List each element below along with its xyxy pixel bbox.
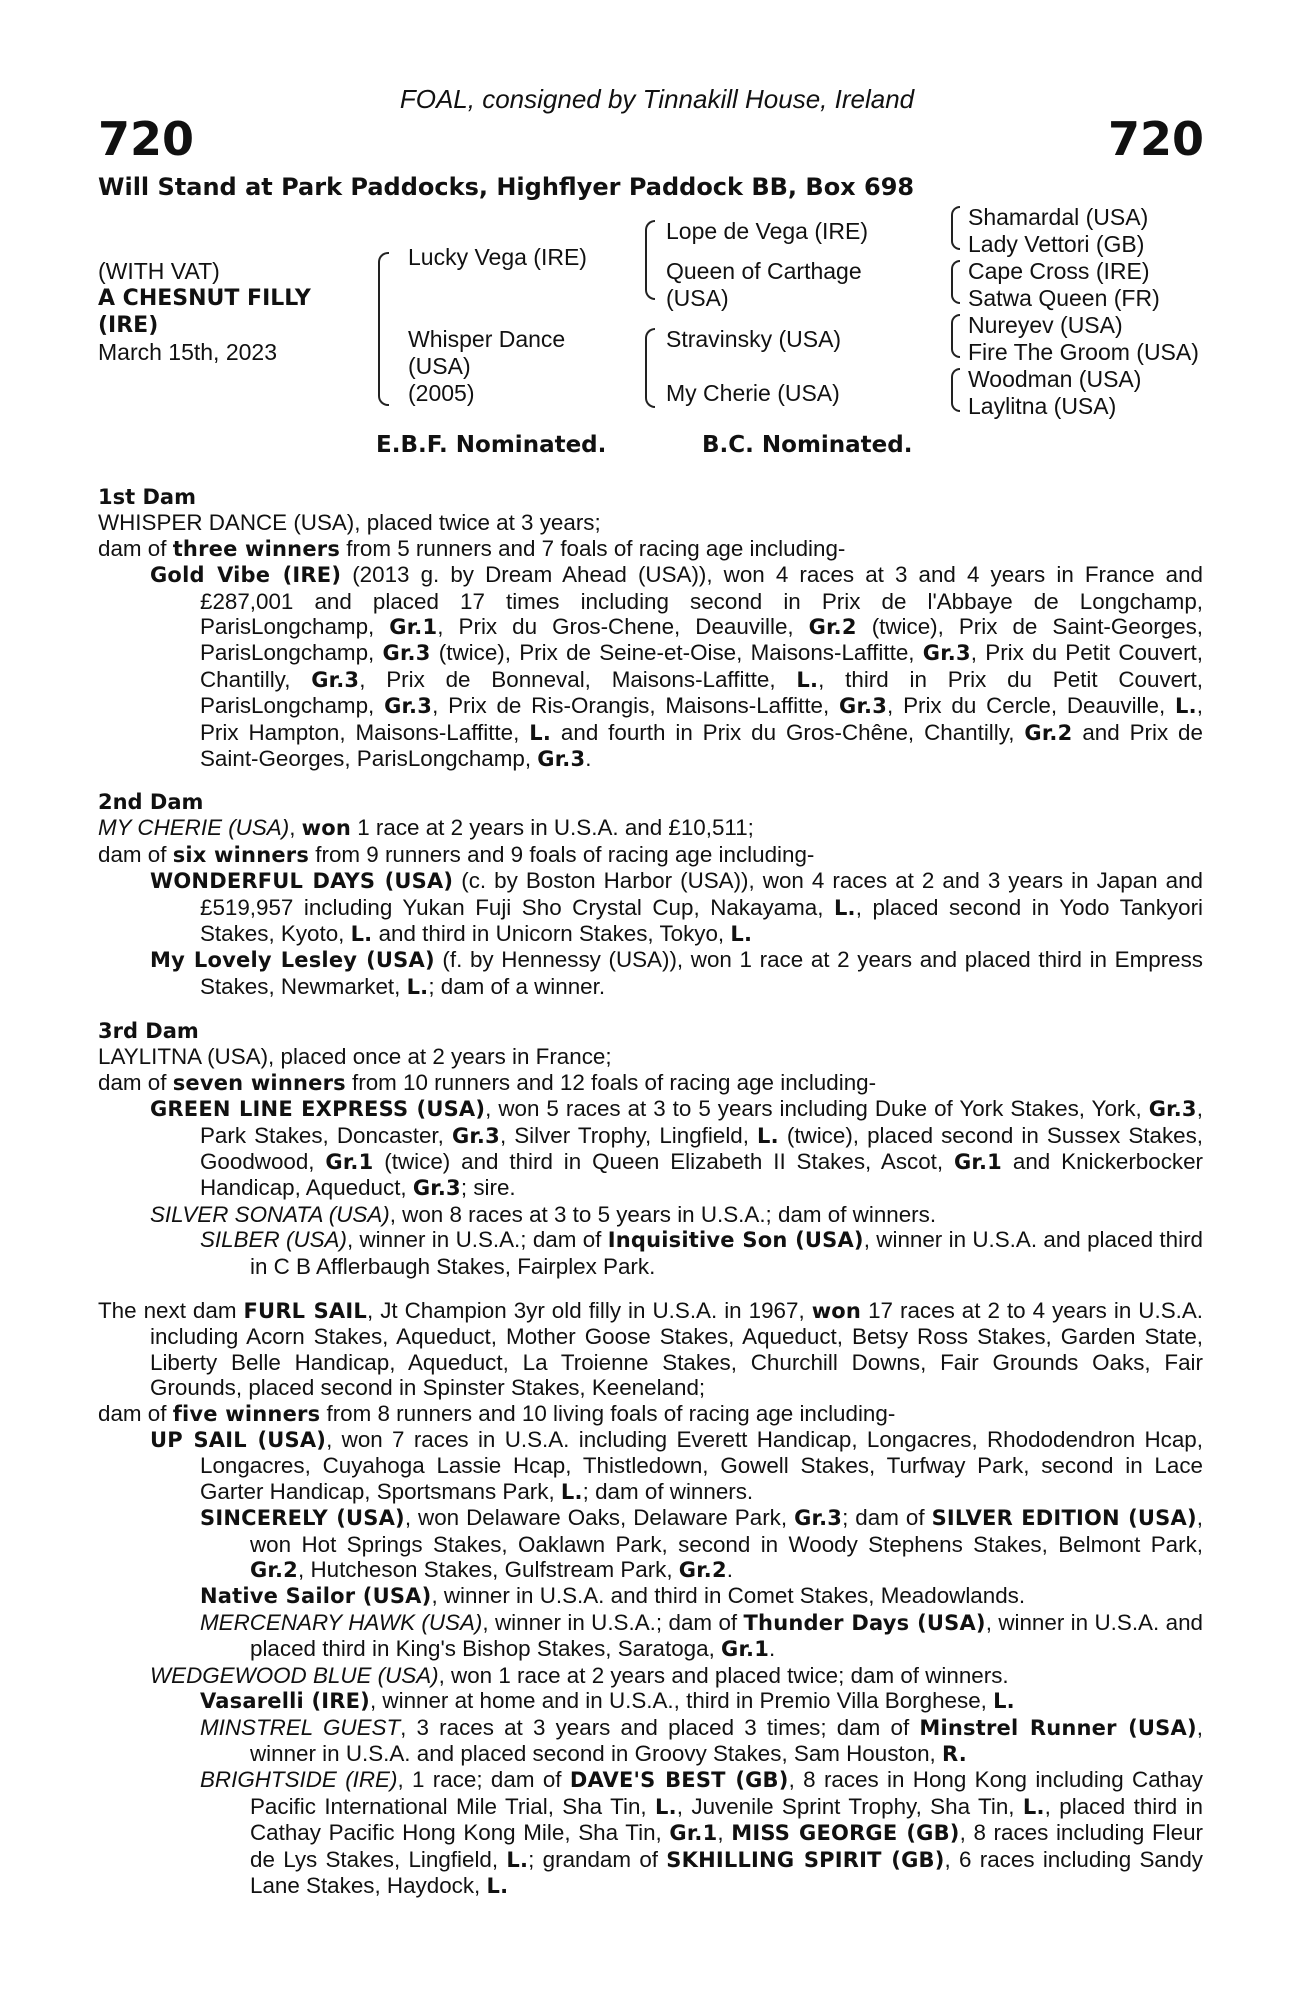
second-dam-line: MY CHERIE (USA), won 1 race at 2 years in U.S.A. and £10,511; [98, 815, 754, 841]
brace-sire [645, 220, 655, 300]
second-dam-produce-line: dam of six winners from 9 runners and 9 foals of racing age including- [98, 841, 815, 867]
produce-entry: Vasarelli (IRE), winner at home and in U.S.A., third in Premio Villa Borghese, L. [200, 1688, 1015, 1714]
produce-entry: SINCERELY (USA), won Delaware Oaks, Delaware Park, Gr.3; dam of SILVER EDITION (USA), won Hot Springs Stakes, Oaklawn Park, second in Woody Stephens Stakes, Belmont Park, Gr.2, Hutcheson Stakes, Gulfstream Park, Gr.2. [200, 1505, 1203, 1583]
third-dam-heading: 3rd Dam [98, 1019, 199, 1043]
next-dam-line: The next dam FURL SAIL, Jt Champion 3yr old filly in U.S.A. in 1967, won 17 races at 2 to 4 years in U.S.A. including Acorn Stakes, Aqueduct, Mother Goose Stakes, Aqueduct, Betsy Ross Stakes, Garden State, Liberty Belle Handicap, Aqueduct, La Troienne Stakes, Churchill Downs, Fair Grounds Oaks, Fair Grounds, placed second in Spinster Stakes, Keeneland; [98, 1298, 1204, 1401]
dam-name: Whisper Dance [408, 326, 566, 352]
third-dam-section [98, 1019, 1203, 1279]
produce-entry: My Lovely Lesley (USA) (f. by Hennessy (USA)), won 1 race at 2 years and placed third in Empress Stakes, Newmarket, L.; dam of a winner. [150, 947, 1203, 999]
gen3-4: Satwa Queen (FR) [968, 285, 1160, 311]
produce-entry: GREEN LINE EXPRESS (USA), won 5 races at 3 to 5 years including Duke of York Stakes, York, Gr.3, Park Stakes, Doncaster, Gr.3, Silver Trophy, Lingfield, L. (twice), placed second in Sussex Stakes, Goodwood, Gr.1 (twice) and third in Queen Elizabeth II Stakes, Ascot, Gr.1 and Knickerbocker Handicap, Aqueduct, Gr.3; sire. [150, 1096, 1204, 1201]
brace-3d [951, 368, 960, 412]
gen3-7: Woodman (USA) [968, 366, 1142, 392]
dam-country: (USA) [408, 353, 471, 379]
sire-dam-country: (USA) [666, 285, 729, 311]
next-dam-section [98, 1298, 1203, 1899]
first-dam-produce-line: dam of three winners from 5 runners and 7 foals of racing age including- [98, 535, 846, 561]
gen3-2: Lady Vettori (GB) [968, 231, 1145, 257]
produce-entry: Gold Vibe (IRE) (2013 g. by Dream Ahead (USA)), won 4 races at 3 and 4 years in France and £287,001 and placed 17 times including second in Prix de l'Abbaye de Longchamp, ParisLongchamp, Gr.1, Prix du Gros-Chene, Deauville, Gr.2 (twice), Prix de Saint-Georges, ParisLongchamp, Gr.3 (twice), Prix de Seine-et-Oise, Maisons-Laffitte, Gr.3, Prix du Petit Couvert, Chantilly, Gr.3, Prix de Bonneval, Maisons-Laffitte, L., third in Prix du Petit Couvert, ParisLongchamp, Gr.3, Prix de Ris-Orangis, Maisons-Laffitte, Gr.3, Prix du Cercle, Deauville, L., Prix Hampton, Maisons-Laffitte, L. and fourth in Prix du Gros-Chêne, Chantilly, Gr.2 and Prix de Saint-Georges, ParisLongchamp, Gr.3. [150, 562, 1203, 772]
gen3-6: Fire The Groom (USA) [968, 339, 1199, 365]
next-dam-produce-line: dam of five winners from 8 runners and 10 living foals of racing age including- [98, 1400, 896, 1426]
second-dam-section [98, 790, 1203, 1000]
produce-entry: SILVER SONATA (USA), won 8 races at 3 to 5 years in U.S.A.; dam of winners. [150, 1201, 937, 1227]
vat-note: (WITH VAT) [98, 258, 220, 284]
brace-3c [951, 314, 960, 358]
third-dam-produce-line: dam of seven winners from 10 runners and 12 foals of racing age including- [98, 1069, 877, 1095]
lot-name-country: (IRE) [98, 313, 159, 338]
produce-entry: MINSTREL GUEST, 3 races at 3 years and placed 3 times; dam of Minstrel Runner (USA), winner in U.S.A. and placed second in Groovy Stakes, Sam Houston, R. [200, 1714, 1203, 1766]
lot-number-right: 720 [1107, 112, 1204, 166]
lot-name: A CHESNUT FILLY [98, 286, 311, 311]
dam [408, 326, 565, 407]
produce-entry: BRIGHTSIDE (IRE), 1 race; dam of DAVE'S BEST (GB), 8 races in Hong Kong including Cathay Pacific International Mile Trial, Sha Tin, L., Juvenile Sprint Trophy, Sha Tin, L., placed third in Cathay Pacific Hong Kong Mile, Sha Tin, Gr.1, MISS GEORGE (GB), 8 races including Fleur de Lys Stakes, Lingfield, L.; grandam of SKHILLING SPIRIT (GB), 6 races including Sandy Lane Stakes, Haydock, L. [200, 1767, 1203, 1898]
brace-gen1 [378, 252, 389, 406]
first-dam-line: WHISPER DANCE (USA), placed twice at 3 years; [98, 510, 601, 536]
sire-sire: Lope de Vega (IRE) [666, 218, 869, 244]
sire-dam-name: Queen of Carthage [666, 258, 862, 284]
ebf-nomination: E.B.F. Nominated. [376, 432, 607, 458]
gen3-5: Nureyev (USA) [968, 312, 1123, 338]
gen3-8: Laylitna (USA) [968, 393, 1117, 419]
produce-entry: Native Sailor (USA), winner in U.S.A. and third in Comet Stakes, Meadowlands. [200, 1583, 1026, 1609]
produce-entry: SILBER (USA), winner in U.S.A.; dam of Inquisitive Son (USA), winner in U.S.A. and placed third in C B Afflerbaugh Stakes, Fairplex Park. [200, 1227, 1203, 1279]
dam-dam: My Cherie (USA) [666, 380, 840, 406]
second-dam-heading: 2nd Dam [98, 790, 204, 814]
gen3-1: Shamardal (USA) [968, 204, 1149, 230]
produce-entry: WONDERFUL DAYS (USA) (c. by Boston Harbor (USA)), won 4 races at 2 and 3 years in Japan and £519,957 including Yukan Fuji Sho Crystal Cup, Nakayama, L., placed second in Yodo Tankyori Stakes, Kyoto, L. and third in Unicorn Stakes, Tokyo, L. [150, 868, 1204, 947]
third-dam-line: LAYLITNA (USA), placed once at 2 years in France; [98, 1044, 612, 1070]
produce-entry: WEDGEWOOD BLUE (USA), won 1 race at 2 years and placed twice; dam of winners. [150, 1662, 1009, 1688]
dam-year: (2005) [408, 380, 475, 406]
bc-nomination: B.C. Nominated. [702, 432, 913, 458]
produce-entry: UP SAIL (USA), won 7 races in U.S.A. including Everett Handicap, Longacres, Rhododendron Hcap, Longacres, Cuyahoga Lassie Hcap, Thistledown, Gowell Stakes, Turfway Park, second in Lace Garter Handicap, Sportsmans Park, L.; dam of winners. [150, 1427, 1203, 1504]
sire: Lucky Vega (IRE) [408, 244, 587, 270]
gen3-3: Cape Cross (IRE) [968, 258, 1150, 284]
sire-dam [666, 258, 862, 312]
produce-entry: MERCENARY HAWK (USA), winner in U.S.A.; dam of Thunder Days (USA), winner in U.S.A. and placed third in King's Bishop Stakes, Saratoga, Gr.1. [200, 1609, 1203, 1662]
brace-3a [951, 206, 960, 250]
brace-dam [645, 328, 655, 408]
stand-location: Will Stand at Park Paddocks, Highflyer Paddock BB, Box 698 [98, 173, 915, 201]
date-of-birth: March 15th, 2023 [98, 339, 278, 365]
first-dam-heading: 1st Dam [98, 485, 196, 509]
first-dam-section [98, 485, 1203, 772]
lot-number-left: 720 [98, 112, 195, 166]
brace-3b [951, 260, 960, 304]
consignment-line: FOAL, consigned by Tinnakill House, Ireland [399, 84, 915, 114]
subject-block [98, 258, 311, 366]
dam-sire: Stravinsky (USA) [666, 326, 842, 352]
